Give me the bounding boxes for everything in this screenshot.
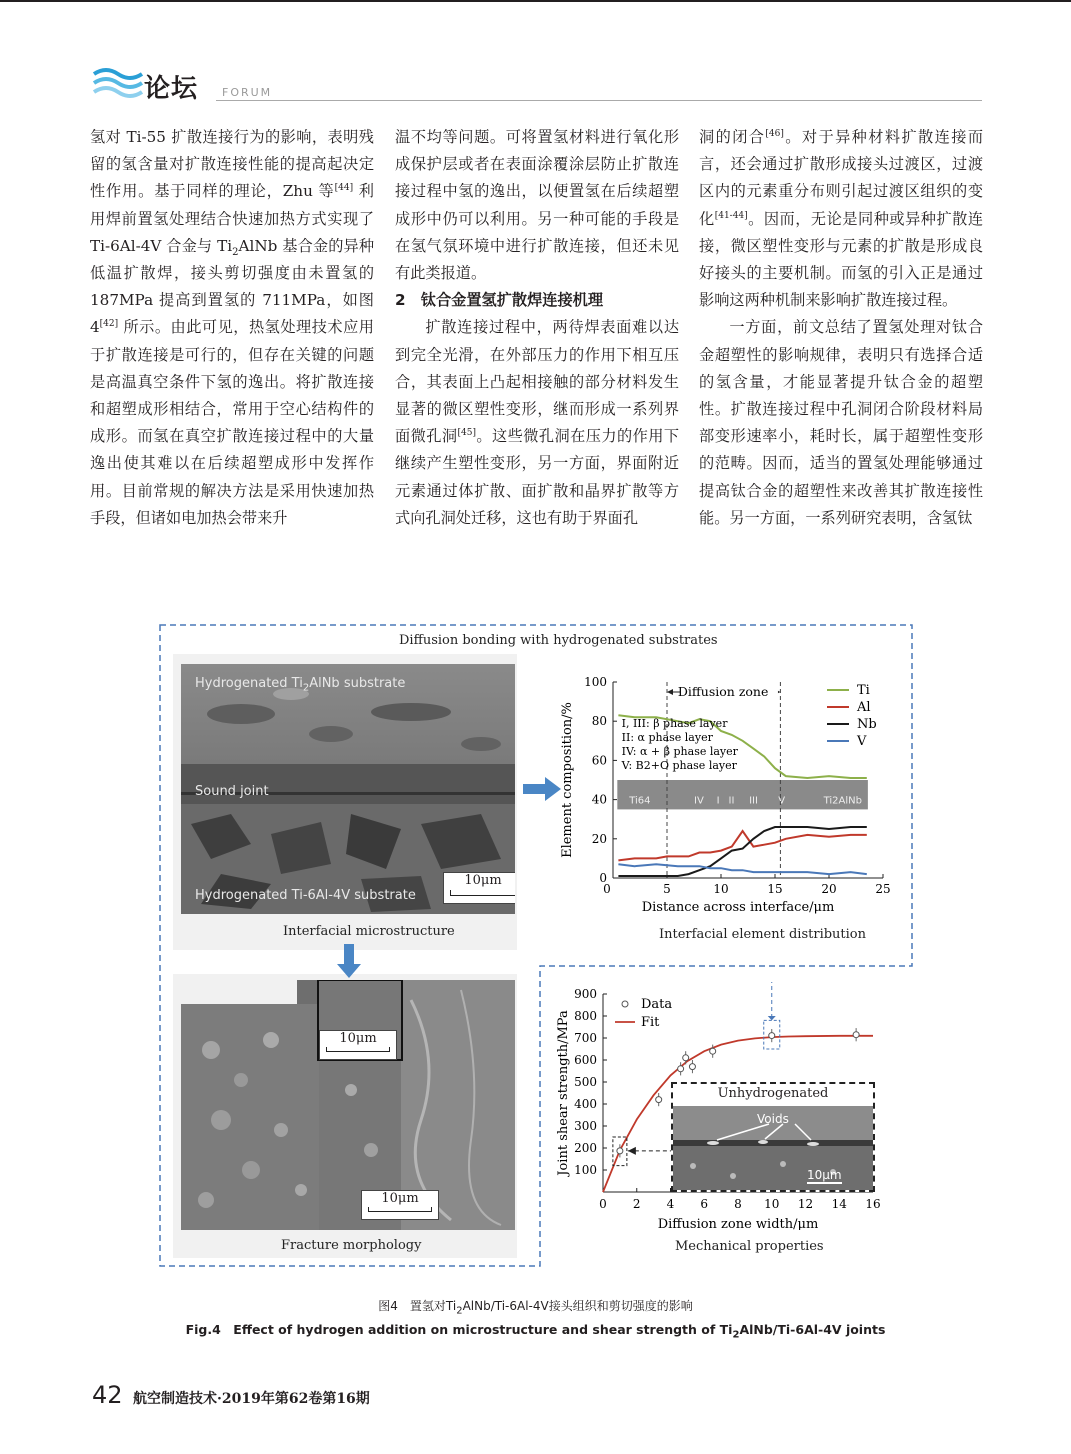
- strip-label: I: [716, 795, 720, 807]
- element-distribution-caption: Interfacial element distribution: [659, 927, 866, 942]
- x-tick-label: 5: [663, 882, 671, 896]
- y-axis-label: Element composition/%: [560, 702, 575, 858]
- fracture-image: [181, 980, 515, 1230]
- page-footer: [92, 1381, 370, 1409]
- inset-title: Unhydrogenated: [717, 1086, 829, 1101]
- figure-top-title: Diffusion bonding with hydrogenated substrates: [399, 633, 718, 648]
- page-header: [92, 66, 982, 106]
- x-tick-label: 8: [734, 1197, 742, 1211]
- inset-scale: 10μm: [807, 1168, 842, 1182]
- inset-link-arrow: [628, 1147, 636, 1155]
- legend-label: Nb: [857, 717, 877, 732]
- y-tick-label: 500: [574, 1075, 597, 1089]
- y-tick-label: 80: [591, 714, 607, 729]
- paragraph: 一方面，前文总结了置氢处理对钛合金超塑性的影响规律，表明只有选择合适的氢含量，才能显著提升钛合金的超塑性。扩散连接过程中孔洞闭合阶段材料局部变形速率小，耗时长，属于超塑性变形的范畴。因而，适当的置氢处理能够通过提高钛合金的超塑性来改善其扩散连接性能。另一方面，一系列研究表明，含氢钛: [699, 318, 983, 527]
- x-tick-label: 6: [700, 1197, 709, 1211]
- element-composition-chart: [557, 670, 907, 920]
- substrate-bottom-label: Hydrogenated Ti-6Al-4V substrate: [195, 888, 416, 903]
- strip-label: III: [749, 795, 758, 807]
- microstructure-image: [181, 664, 515, 914]
- x-tick-label: 2: [632, 1197, 641, 1211]
- x-tick-label: 25: [875, 882, 891, 896]
- y-tick-label: 900: [574, 987, 597, 1001]
- mechanical-caption: Mechanical properties: [675, 1239, 824, 1254]
- legend-label: Data: [641, 997, 673, 1012]
- figure-caption-cn: 图4 置氢对$Ti_2AlNb/Ti-6Al-4V$接头组织和剪切强度的影响: [378, 1299, 693, 1317]
- sound-joint-label: Sound joint: [195, 784, 269, 799]
- data-point: [710, 1048, 716, 1054]
- zone-arrow-head-left: [667, 689, 673, 695]
- legend-data-marker: [622, 1001, 628, 1007]
- scale-bar-inset: 10μm: [319, 1030, 397, 1060]
- y-tick-label: 800: [574, 1009, 597, 1023]
- data-point: [678, 1066, 684, 1072]
- microstructure-caption: Interfacial microstructure: [283, 924, 455, 939]
- strip-label: Ti2AlNb: [823, 795, 862, 807]
- x-tick-label: 16: [865, 1197, 881, 1211]
- top-rule: [0, 0, 1071, 2]
- down-arrow-icon: [337, 944, 361, 978]
- y-tick-label: 0: [599, 871, 607, 885]
- paragraph: 氢对 Ti-55 扩散连接行为的影响，表明残留的氢含量对扩散连接性能的提高起决定性作用。基于同样的理论，Zhu 等[44] 利用焊前置氢处理结合快速加热方式实现了 Ti-6Al-4V 合金与 $Ti_2AlNb$ 基合金的异种低温扩散焊，接头剪切强度由未置氢的 187MPa 提高到置氢的 711MPa，如图 4[42] 所示。由此可见，热氢处理技术应用于扩散连接是可行的，但存在关键的问题是高温真空条件下氢的逸出。将扩散连接和超塑成形相结合，常用于空心结构件的成形。而氢在真空扩散连接过程中的大量逸出使其难以在后续超塑成形中发挥作用。目前常规的解决方法是采用快速加热手段，但诸如电加热会带来升: [90, 128, 375, 527]
- y-tick-label: 300: [574, 1119, 597, 1133]
- unhydrogenated-inset: [671, 1082, 875, 1192]
- text-column-2: [395, 124, 679, 532]
- section-subtitle: FORUM: [222, 86, 273, 99]
- journal-name: 航空制造技术·2019年第62卷第16期: [133, 1391, 370, 1407]
- y-tick-label: 60: [591, 753, 607, 768]
- wave-logo-icon: [92, 66, 144, 100]
- y-tick-label: 100: [584, 675, 607, 689]
- data-point: [656, 1097, 662, 1103]
- text-column-3: [699, 124, 983, 532]
- strip-label: V: [778, 795, 786, 807]
- page-number: 42: [92, 1381, 123, 1409]
- y-axis-label: Joint shear strength/MPa: [556, 1010, 571, 1176]
- voids-label: Voids: [757, 1112, 789, 1126]
- paragraph: 扩散连接过程中，两待焊表面难以达到完全光滑，在外部压力的作用下相互压合，其表面上凸起相接触的部分材料发生显著的微区塑性变形，继而形成一系列界面微孔洞[45]。这些微孔洞在压力的作用下继续产生塑性变形，另一方面，界面附近元素通过体扩散、面扩散和晶界扩散等方式向孔洞处迁移，这也有助于界面孔: [395, 318, 680, 527]
- strip-label: Ti64: [629, 795, 651, 807]
- y-tick-label: 100: [574, 1163, 597, 1177]
- data-point: [769, 1033, 775, 1039]
- zone-label: Diffusion zone: [677, 684, 769, 699]
- legend-label: Ti: [857, 683, 870, 698]
- phase-note: V: B2+O phase layer: [621, 759, 737, 773]
- x-tick-label: 20: [821, 882, 837, 896]
- data-point: [617, 1148, 623, 1154]
- scale-bar: 10μm: [361, 1190, 439, 1220]
- data-point: [689, 1064, 695, 1070]
- phase-note: II: α phase layer: [621, 731, 713, 745]
- x-tick-label: 10: [764, 1197, 780, 1211]
- fracture-caption: Fracture morphology: [281, 1238, 422, 1253]
- y-tick-label: 700: [574, 1031, 597, 1045]
- section-heading: 2 钛合金置氢扩散焊连接机理: [395, 291, 604, 310]
- header-rule: [216, 100, 982, 101]
- link-arrow: [768, 1016, 776, 1020]
- y-tick-label: 600: [574, 1053, 597, 1067]
- data-point: [853, 1032, 859, 1038]
- x-axis-label: Distance across interface/μm: [641, 900, 835, 915]
- x-axis-label: Diffusion zone width/μm: [657, 1217, 819, 1230]
- y-tick-label: 40: [591, 792, 607, 807]
- phase-note: I, III: β phase layer: [621, 717, 728, 731]
- x-tick-label: 10: [713, 882, 729, 896]
- y-tick-label: 200: [574, 1141, 597, 1155]
- section-title: 论坛: [144, 74, 199, 104]
- series-nb-line: [618, 827, 866, 876]
- x-tick-label: 0: [603, 882, 611, 896]
- data-point: [683, 1055, 689, 1061]
- legend-label: Fit: [641, 1015, 660, 1030]
- paragraph: 温不均等问题。可将置氢材料进行氧化形成保护层或者在表面涂覆涂层防止扩散连接过程中氢的逸出，以便置氢在后续超塑成形中仍可以利用。另一种可能的手段是在氢气氛环境中进行扩散连接，但还未见有此类报道。: [395, 128, 679, 283]
- series-v-line: [618, 864, 866, 874]
- strip-label: IV: [694, 795, 704, 807]
- figure-caption-en: Fig.4 Effect of hydrogen addition on microstructure and shear strength of $Ti_2AlNb/Ti-6Al-4V$ joints: [185, 1322, 886, 1341]
- paragraph: 洞的闭合[46]。对于异种材料扩散连接而言，还会通过扩散形成接头过渡区，过渡区内的元素重分布则引起过渡区组织的变化[41-44]。因而，无论是同种或异种扩散连接，微区塑性变形与元素的扩散是形成良好接头的主要机制。而氢的引入正是通过影响这两种机制来影响扩散连接过程。: [699, 128, 984, 310]
- x-tick-label: 14: [831, 1197, 847, 1211]
- text-column-1: [90, 124, 374, 532]
- scale-bar: 10μm: [443, 872, 515, 904]
- figure-4: [157, 622, 915, 1270]
- phase-note: IV: α + β phase layer: [621, 745, 738, 759]
- legend-label: Al: [857, 700, 871, 715]
- x-tick-label: 12: [797, 1197, 814, 1211]
- legend-label: V: [857, 734, 867, 749]
- substrate-top-label: Hydrogenated $Ti_2AlNb$ substrate: [195, 676, 406, 694]
- x-tick-label: 0: [599, 1197, 607, 1211]
- y-tick-label: 20: [591, 831, 607, 846]
- strip-label: II: [728, 795, 735, 807]
- y-tick-label: 400: [574, 1097, 597, 1111]
- right-arrow-icon: [523, 777, 561, 801]
- x-tick-label: 15: [767, 882, 783, 896]
- x-tick-label: 4: [666, 1197, 675, 1211]
- series-al-line: [618, 831, 866, 860]
